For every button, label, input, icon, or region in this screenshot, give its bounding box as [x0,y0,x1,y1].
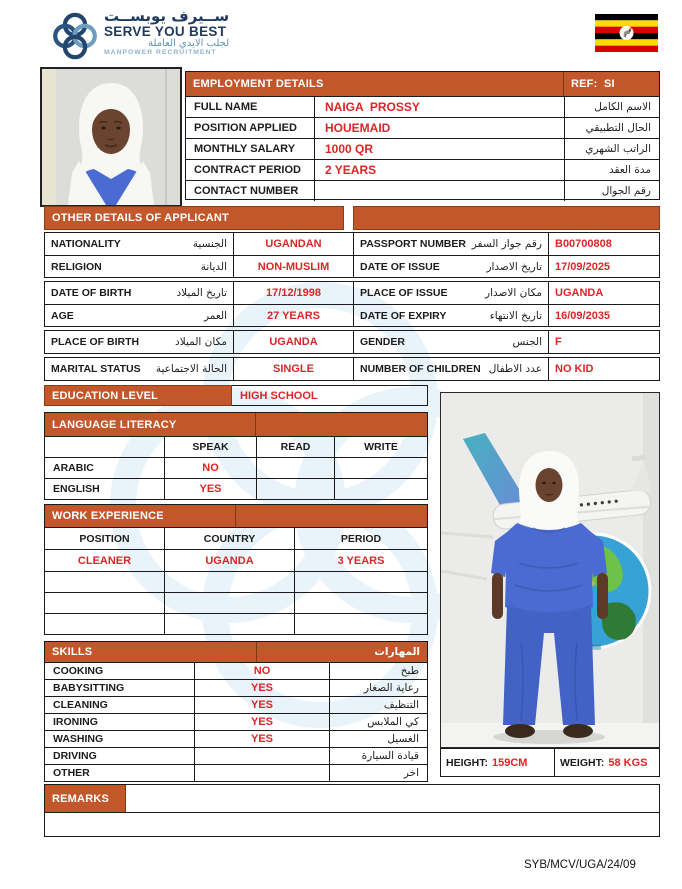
work-title: WORK EXPERIENCE [52,510,164,522]
work-experience-table [44,504,428,635]
work-header-spacer [236,505,427,527]
language-name: ENGLISH [53,483,100,495]
logo-subtitle: MANPOWER RECRUITMENT [104,49,217,57]
field-value: 1000 QR [325,142,374,156]
column-header: POSITION [79,532,130,545]
field-value: 27 YEARS [267,309,320,322]
language-literacy-table [44,412,428,500]
skills-title-arabic: المهارات [374,646,420,658]
body-metrics-table [440,748,660,777]
column-header: PERIOD [340,532,382,545]
skill-arabic: كي الملابس [367,716,419,728]
other-details-group-1 [44,232,660,278]
field-value: UGANDA [555,287,604,299]
field-arabic: تاريخ الاصدار [486,260,542,273]
skill-label: WASHING [53,733,104,745]
field-arabic: العمر [203,309,227,322]
field-label: DATE OF ISSUE [360,260,440,273]
skill-label: BABYSITTING [53,682,125,694]
field-label: CONTRACT PERIOD [194,164,301,176]
field-arabic: الراتب الشهري [585,143,651,155]
applicant-fullbody-photo [440,392,660,748]
field-arabic: مكان الاصدار [485,287,542,299]
language-speak: YES [199,483,222,495]
education-label: EDUCATION LEVEL [52,389,159,402]
language-title: LANGUAGE LITERACY [52,418,177,431]
field-arabic: الديانة [200,260,227,273]
work-position: CLEANER [77,554,132,567]
employment-ref-cell [564,72,659,96]
remarks-input-area [126,785,659,812]
weight-value: 58 KGS [608,756,648,769]
skill-arabic: التنظيف [383,699,419,711]
field-value: NAIGA PROSSY [325,100,420,114]
field-arabic: مدة العقد [609,164,651,176]
field-label: RELIGION [51,260,102,273]
skill-label: DRIVING [53,750,97,762]
field-label: FULL NAME [194,101,258,113]
field-arabic: الاسم الكامل [594,101,651,113]
field-arabic: الجنسية [192,238,227,250]
logo-arabic-title: ســيرف يوبســت [104,7,230,25]
field-label: CONTACT NUMBER [194,185,299,197]
skill-arabic: الغسيل [387,733,419,745]
skill-label: IRONING [53,716,98,728]
work-country: UGANDA [205,554,254,567]
language-speak: NO [202,462,219,474]
weight-label: WEIGHT: [560,756,605,769]
uganda-flag-icon [595,14,658,52]
skill-arabic: اخر [403,767,419,779]
other-details-title: OTHER DETAILS OF APPLICANT [52,212,229,224]
field-arabic: الحال التطبيقي [585,122,651,134]
company-logo [52,9,229,63]
field-value: 2 YEARS [325,163,377,177]
skills-table [44,641,428,782]
field-value: NO KID [555,363,594,375]
field-label: PLACE OF ISSUE [360,287,448,299]
field-arabic: مكان الميلاد [175,336,227,348]
skill-value: YES [250,699,273,711]
field-label: AGE [51,309,74,322]
logo-arabic-subtitle: لجلب الايدي العاملة [148,37,230,49]
education-section [44,385,428,406]
height-label: HEIGHT: [446,756,488,769]
document-reference-code: SYB/MCV/UGA/24/09 [524,859,636,871]
field-label: GENDER [360,336,405,348]
field-value: HOUEMAID [325,121,391,135]
field-arabic: تاريخ الانتهاء [489,309,542,322]
field-arabic: الحالة الاجتماعية [155,363,227,375]
field-value: 16/09/2035 [555,309,611,322]
remarks-section [44,784,660,837]
field-value: UGANDAN [265,238,322,250]
employment-ref: REF: SI [571,78,615,90]
field-label: MONTHLY SALARY [194,143,296,155]
field-value: SINGLE [273,363,314,375]
skill-label: OTHER [53,767,90,779]
logo-icon [52,9,98,63]
field-value: F [555,336,562,348]
employment-section-header [186,72,564,96]
field-label: POSITION APPLIED [194,122,297,134]
logo-title: SERVE YOU BEST [104,23,227,39]
skills-title-arabic-cell [257,642,427,662]
field-value: UGANDA [269,336,318,348]
field-label: PLACE OF BIRTH [51,336,140,348]
field-value: 17/12/1998 [265,287,322,299]
column-header: WRITE [364,441,398,453]
skill-label: CLEANING [53,699,108,711]
field-label: MARITAL STATUS [51,363,141,375]
field-arabic: رقم جواز السفر [471,238,542,250]
language-header-spacer [256,413,427,436]
skill-value: YES [250,733,273,745]
skill-value: YES [250,716,273,728]
skills-title: SKILLS [52,646,93,658]
field-value: NON-MUSLIM [257,260,330,273]
other-details-group-2 [44,281,660,327]
employment-table [185,71,660,200]
other-details-group-4 [44,357,660,381]
field-arabic: الجنس [512,336,542,348]
field-arabic: تاريخ الميلاد [176,287,227,299]
skill-arabic: قيادة السيارة [361,750,419,762]
field-label: PASSPORT NUMBER [360,238,466,250]
skill-value: YES [250,682,273,694]
field-label: NATIONALITY [51,238,121,250]
field-arabic: رقم الجوال [601,185,651,197]
field-value: B00700808 [555,238,612,250]
other-details-header-spacer [353,206,660,230]
field-label: DATE OF BIRTH [51,287,132,299]
column-header: SPEAK [192,441,229,453]
field-arabic: عدد الاطفال [488,363,542,375]
skill-arabic: رعاية الصغار [364,682,419,694]
other-details-header [44,206,660,230]
applicant-portrait-photo [40,67,182,207]
skill-arabic: طبخ [400,665,419,677]
field-label: NUMBER OF CHILDREN [360,363,481,375]
skill-label: COOKING [53,665,104,677]
height-value: 159CM [492,756,528,769]
other-details-group-3 [44,330,660,354]
remarks-body-area [45,812,659,837]
work-period: 3 YEARS [337,554,385,567]
column-header: READ [280,441,311,453]
column-header: COUNTRY [203,532,256,545]
skill-value: NO [253,665,271,677]
crane-icon [620,26,634,40]
employment-title: EMPLOYMENT DETAILS [193,78,324,90]
remarks-title: REMARKS [52,792,110,805]
language-name: ARABIC [53,462,94,474]
field-label: DATE OF EXPIRY [360,309,447,322]
field-value: 17/09/2025 [555,260,611,273]
education-value: HIGH SCHOOL [240,389,318,402]
